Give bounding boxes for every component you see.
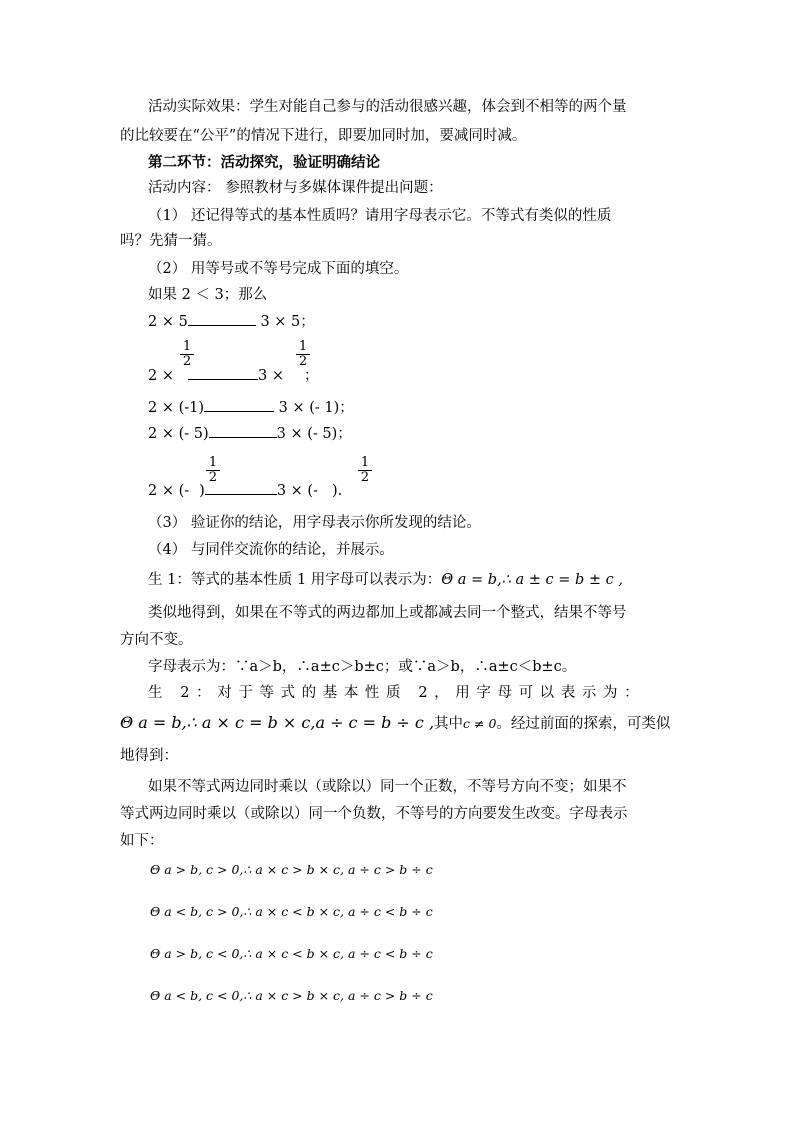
paragraph-effect-line1: 活动实际效果：学生对能自己参与的活动很感兴趣，体会到不相等的两个量 xyxy=(148,99,627,115)
fraction-numerator: 1 xyxy=(180,340,194,355)
multiply-rule-line1: 如果不等式两边同时乘以（或除以）同一个正数，不等号方向不变；如果不 xyxy=(148,779,627,795)
blank-1[interactable] xyxy=(188,311,256,326)
row5-left: 2 × (- xyxy=(148,483,190,499)
fraction-numerator: 1 xyxy=(296,340,310,355)
row3-right: 3 × (- 1)； xyxy=(278,400,354,416)
activity-content: 活动内容： 参照教材与多媒体课件提出问题： xyxy=(148,180,443,196)
student-1-math: Θ a = b,∴ a ± c = b ± c , xyxy=(441,572,624,588)
row2-end: ； xyxy=(303,368,319,384)
row2-mid: 3 × xyxy=(257,368,284,384)
formula-1: Θ a > b, c > 0,∴ a × c > b × c, a ÷ c > b ÷ c xyxy=(150,862,433,877)
student-2-line3: 地得到： xyxy=(120,748,178,764)
fraction-half-4 xyxy=(358,456,372,485)
fill-row-3 xyxy=(148,397,354,418)
student-1-text: 生 1：等式的基本性质 1 用字母可以表示为： xyxy=(148,572,442,588)
fill-row-5 xyxy=(148,480,342,501)
letter-representation: 字母表示为：∵a＞b，∴a±c＞b±c；或∵a＞b，∴a±c＜b±c。 xyxy=(148,659,577,675)
question-1-line2: 吗？先猜一猜。 xyxy=(120,233,222,249)
multiply-rule-line2: 等式两边同时乘以（或除以）同一个负数，不等号的方向要发生改变。字母表示 xyxy=(120,806,628,822)
row2-left: 2 × xyxy=(148,368,174,384)
row5-close: ) xyxy=(199,483,205,499)
row3-left: 2 × (-1) xyxy=(148,400,205,416)
fraction-numerator: 1 xyxy=(206,456,220,471)
row5-mid: 3 × (- xyxy=(276,483,318,499)
formula-3: Θ a > b, c < 0,∴ a × c < b × c, a ÷ c < b ÷ c xyxy=(150,946,433,961)
multiply-rule-line3: 如下： xyxy=(120,833,164,849)
blank-3[interactable] xyxy=(204,397,274,412)
question-2: （2） 用等号或不等号完成下面的填空。 xyxy=(148,261,409,277)
student-2-condition: c ≠ 0 xyxy=(463,716,497,731)
blank-4[interactable] xyxy=(209,423,277,438)
student-1-line3: 方向不变。 xyxy=(120,632,193,648)
question-4: （4） 与同伴交流你的结论，并展示。 xyxy=(148,542,394,558)
fraction-denominator: 2 xyxy=(182,354,192,369)
student-2-tail2: 。经过前面的探索，可类似 xyxy=(496,716,671,732)
student-2-math: Θ a = b,∴ a × c = b × c,a ÷ c = b ÷ c , xyxy=(120,713,435,732)
row4-left: 2 × (- 5) xyxy=(148,426,209,442)
row4-right: 3 × (- 5)； xyxy=(276,426,352,442)
formula-4: Θ a < b, c < 0,∴ a × c > b × c, a ÷ c > b ÷ c xyxy=(150,988,433,1003)
fraction-numerator: 1 xyxy=(358,456,372,471)
student-1-line2: 类似地得到，如果在不等式的两边都加上或都减去同一个整式，结果不等号 xyxy=(148,605,627,621)
question-1-line1: （1） 还记得等式的基本性质吗？请用字母表示它。不等式有类似的性质 xyxy=(148,208,612,224)
formula-2: Θ a < b, c > 0,∴ a × c < b × c, a ÷ c < b ÷ c xyxy=(150,904,433,919)
blank-5[interactable] xyxy=(205,480,277,495)
student-2-line: 生 2：对于等式的基本性质 2，用字母可以表示为： xyxy=(148,685,646,701)
row5-end: ). xyxy=(331,483,343,499)
fill-row-2 xyxy=(148,365,318,386)
paragraph-effect-line2: 的比较要在“公平”的情况下进行，即要加同时加，要减同时减。 xyxy=(120,128,527,144)
if-condition: 如果 2 ＜ 3；那么 xyxy=(148,287,268,303)
student-2-math-line xyxy=(120,713,670,734)
row1-right: 3 × 5； xyxy=(260,314,315,330)
fraction-denominator: 2 xyxy=(298,354,308,369)
question-3: （3） 验证你的结论，用字母表示你所发现的结论。 xyxy=(148,515,481,531)
fill-row-1 xyxy=(148,311,315,332)
student-2-tail1: 其中 xyxy=(434,716,464,732)
fill-row-4 xyxy=(148,423,352,444)
blank-2[interactable] xyxy=(188,365,258,380)
row1-left: 2 × 5 xyxy=(148,314,188,330)
fraction-denominator: 2 xyxy=(360,470,370,485)
fraction-denominator: 2 xyxy=(208,470,218,485)
student-1-line xyxy=(148,570,623,590)
section-heading xyxy=(148,153,380,173)
section-heading-text: 第二环节：活动探究，验证明确结论 xyxy=(148,154,380,171)
